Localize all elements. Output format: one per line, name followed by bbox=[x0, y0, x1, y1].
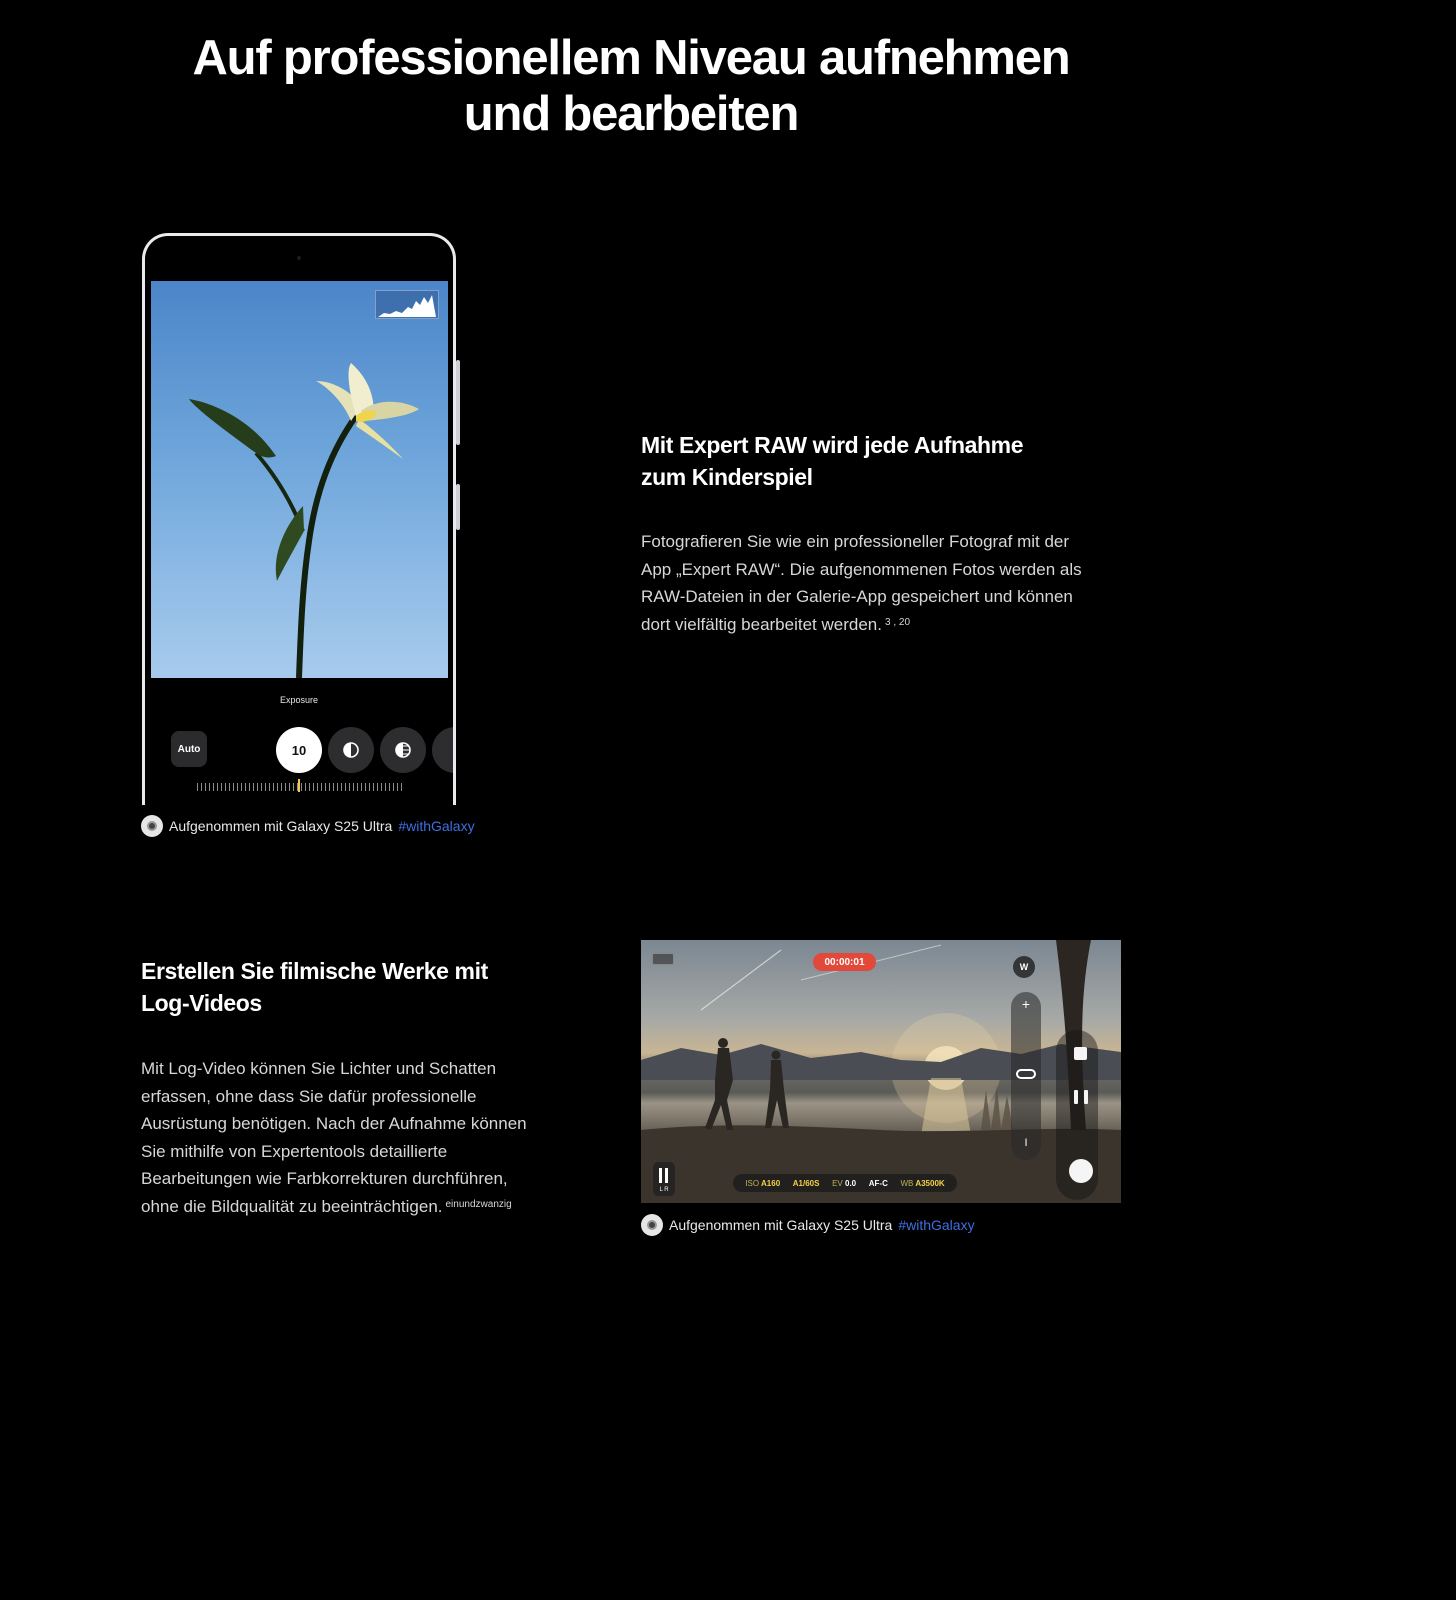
zoom-plus-icon[interactable]: + bbox=[1021, 996, 1031, 1012]
log-video-frame bbox=[641, 940, 1121, 1203]
exposure-dial[interactable] bbox=[276, 727, 322, 773]
pause-button[interactable] bbox=[1074, 1090, 1088, 1104]
contrast-button[interactable] bbox=[328, 727, 374, 773]
camera-lens-icon bbox=[641, 1214, 663, 1236]
gallery-icon[interactable] bbox=[652, 953, 674, 965]
body-line: Bearbeitungen wie Farbkorrekturen durchführen, bbox=[141, 1169, 508, 1188]
exposure-slider[interactable] bbox=[197, 783, 403, 791]
histogram-icon[interactable] bbox=[375, 290, 439, 319]
zoom-handle[interactable] bbox=[1016, 1069, 1036, 1079]
log-video-heading-line-1: Erstellen Sie filmische Werke mit bbox=[141, 958, 488, 984]
shutter-setting[interactable]: A1/60S bbox=[792, 1178, 820, 1188]
footnote-link[interactable]: einundzwanzig bbox=[445, 1198, 512, 1210]
exposure-label: Exposure bbox=[279, 695, 319, 705]
audio-lr-label: L R bbox=[659, 1187, 669, 1193]
af-setting[interactable]: AF-C bbox=[868, 1178, 888, 1188]
expert-raw-heading-line-2: zum Kinderspiel bbox=[641, 464, 813, 490]
video-caption bbox=[641, 1214, 975, 1236]
body-line: dort vielfältig bearbeitet werden. bbox=[641, 614, 882, 634]
caption-text: Aufgenommen mit Galaxy S25 Ultra bbox=[169, 818, 393, 834]
expert-raw-viewfinder bbox=[151, 281, 448, 678]
stop-button[interactable] bbox=[1074, 1047, 1087, 1060]
zoom-minus-icon[interactable]: I bbox=[1024, 1137, 1028, 1149]
brightness-icon bbox=[394, 741, 412, 759]
hashtag-link[interactable]: #withGalaxy bbox=[398, 818, 475, 834]
lily-flower-photo bbox=[151, 281, 448, 678]
zoom-slider[interactable] bbox=[1011, 992, 1041, 1160]
camera-settings-bar[interactable] bbox=[733, 1174, 957, 1192]
shutter-button[interactable] bbox=[1069, 1159, 1093, 1183]
phone-side-button bbox=[456, 484, 460, 530]
wb-setting[interactable]: WB A3500K bbox=[900, 1178, 945, 1188]
histogram-graph-icon bbox=[376, 291, 438, 318]
body-line: RAW-Dateien in der Galerie-App gespeichert und können bbox=[641, 587, 1073, 606]
caption-text: Aufgenommen mit Galaxy S25 Ultra bbox=[669, 1217, 893, 1233]
body-line: Sie mithilfe von Expertentools detaillierte bbox=[141, 1141, 448, 1161]
page-title bbox=[0, 30, 1262, 142]
phone-side-button bbox=[456, 360, 460, 445]
camera-lens-icon bbox=[141, 815, 163, 837]
photo-caption bbox=[141, 815, 475, 837]
brightness-button[interactable] bbox=[380, 727, 426, 773]
expert-raw-body bbox=[641, 528, 1082, 638]
exposure-value: 10 bbox=[291, 742, 307, 758]
body-line: Ausrüstung benötigen. Nach der Aufnahme können bbox=[141, 1114, 527, 1133]
iso-setting[interactable]: ISO A160 bbox=[745, 1178, 781, 1188]
body-line: ohne die Bildqualität zu beeinträchtigen. bbox=[141, 1196, 443, 1216]
contrast-icon bbox=[342, 741, 360, 759]
ev-setting[interactable]: EV 0.0 bbox=[832, 1178, 857, 1188]
sunset-lake-scene bbox=[641, 940, 1121, 1203]
body-line: Mit Log-Video können Sie Lichter und Schatten bbox=[141, 1059, 497, 1078]
lens-switch-button[interactable]: W bbox=[1013, 956, 1035, 978]
log-video-body bbox=[141, 1055, 527, 1220]
more-options-button[interactable] bbox=[432, 727, 456, 773]
expert-raw-heading bbox=[641, 429, 1023, 493]
footnote-link[interactable]: 3 , 20 bbox=[884, 616, 911, 628]
hashtag-link[interactable]: #withGalaxy bbox=[898, 1217, 975, 1233]
page-title-line-2: und bearbeiten bbox=[463, 87, 799, 141]
recording-timer: 00:00:01 bbox=[813, 953, 876, 971]
phone-mockup bbox=[142, 233, 456, 805]
log-video-heading bbox=[141, 955, 488, 1019]
body-line: App „Expert RAW“. Die aufgenommenen Fotos werden als bbox=[641, 559, 1082, 579]
expert-raw-heading-line-1: Mit Expert RAW wird jede Aufnahme bbox=[641, 432, 1024, 458]
log-video-heading-line-2: Log-Videos bbox=[141, 990, 262, 1016]
page-title-line-1: Auf professionellem Niveau aufnehmen bbox=[192, 31, 1070, 85]
audio-level-meter bbox=[653, 1162, 675, 1196]
body-line: Fotografieren Sie wie ein professioneller Fotograf mit der bbox=[641, 532, 1070, 551]
exposure-slider-marker bbox=[298, 779, 300, 792]
auto-button[interactable]: Auto bbox=[171, 731, 207, 767]
front-camera-dot bbox=[297, 256, 301, 260]
body-line: erfassen, ohne dass Sie dafür professionelle bbox=[141, 1086, 477, 1106]
